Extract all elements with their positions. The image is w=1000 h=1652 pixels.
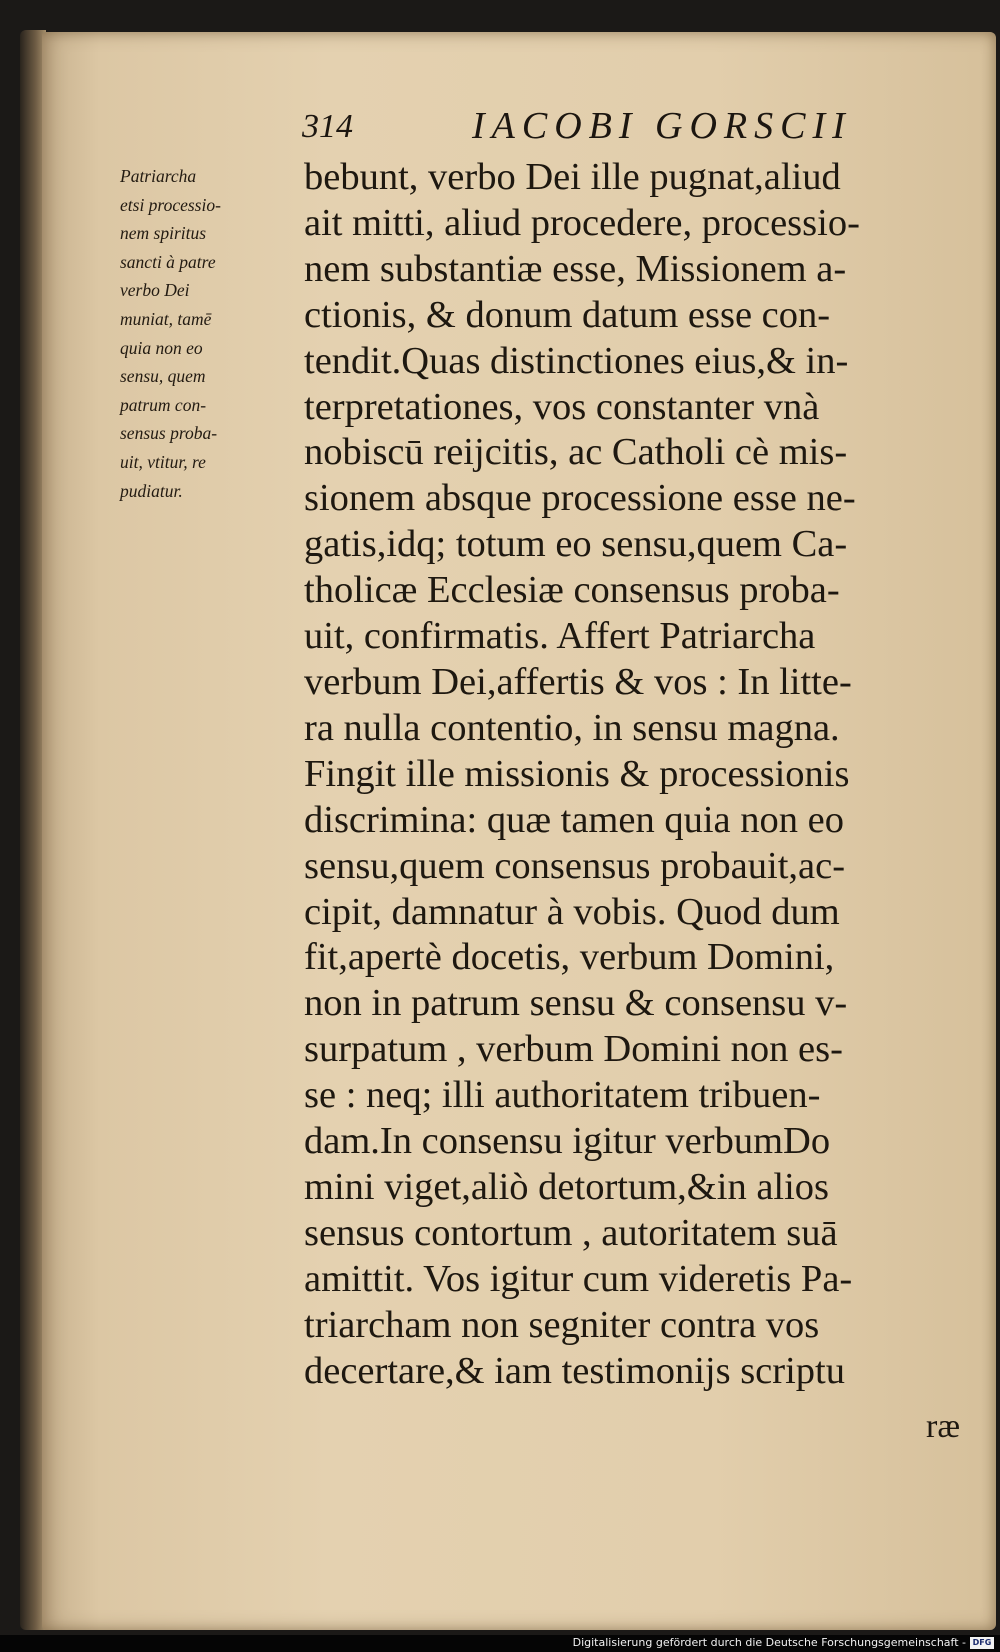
text-line: Fingit ille missionis & processionis xyxy=(304,752,850,795)
marginal-line: etsi processio- xyxy=(120,194,221,215)
text-line: mini viget,aliò detortum,&in alios xyxy=(304,1165,830,1208)
text-line: se : neq; illi authoritatem tribuen- xyxy=(304,1074,821,1117)
text-line: discrimina: quæ tamen quia non eo xyxy=(304,798,844,841)
marginal-line: pudiatur. xyxy=(120,480,183,501)
marginal-line: sancti à patre xyxy=(120,251,216,272)
text-line: sensu,quem consensus probauit,ac- xyxy=(304,844,846,887)
text-line: nem substantiæ esse, Missionem a- xyxy=(304,247,847,290)
text-line: ra nulla contentio, in sensu magna. xyxy=(304,706,840,749)
text-line: ait mitti, aliud procedere, processio- xyxy=(304,201,860,244)
text-line: dam.In consensu igitur verbumDo xyxy=(304,1120,831,1163)
marginal-line: uit, vtitur, re xyxy=(120,451,206,472)
marginal-line: patrum con- xyxy=(120,394,207,415)
text-line: decertare,& iam testimonijs scriptu xyxy=(304,1349,845,1392)
running-title: IACOBI GORSCII xyxy=(472,105,852,147)
footer-credit: Digitalisierung gefördert durch die Deutsche Forschungsgemeinschaft - xyxy=(572,1636,966,1649)
marginal-line: sensu, quem xyxy=(120,366,206,387)
text-line: terpretationes, vos constanter vnà xyxy=(304,385,820,428)
text-line: triarcham non segniter contra vos xyxy=(304,1303,820,1346)
main-text-block xyxy=(304,155,966,1394)
catchword: ræ xyxy=(926,1408,960,1445)
text-line: bebunt, verbo Dei ille pugnat,aliud xyxy=(304,156,841,198)
text-line: non in patrum sensu & consensu v- xyxy=(304,982,848,1025)
text-line: verbum Dei,affertis & vos : In litte- xyxy=(304,660,852,703)
text-line: sensus contortum , autoritatem suā xyxy=(304,1211,838,1254)
marginal-line: Patriarcha xyxy=(120,166,197,186)
text-line: gatis,idq; totum eo sensu,quem Ca- xyxy=(304,523,848,566)
marginal-line: sensus proba- xyxy=(120,423,218,444)
marginal-note xyxy=(120,162,305,505)
text-line: amittit. Vos igitur cum videretis Pa- xyxy=(304,1257,853,1300)
text-line: ctionis, & donum datum esse con- xyxy=(304,293,831,336)
text-line: fit,apertè docetis, verbum Domini, xyxy=(304,936,835,979)
marginal-line: quia non eo xyxy=(120,337,203,358)
page-header xyxy=(300,104,900,154)
text-line: cipit, damnatur à vobis. Quod dum xyxy=(304,890,840,933)
marginal-line: muniat, tamē xyxy=(120,308,212,329)
dfg-logo: DFG xyxy=(970,1637,994,1649)
text-line: tholicæ Ecclesiæ consensus proba- xyxy=(304,569,840,612)
text-line: uit, confirmatis. Affert Patriarcha xyxy=(304,615,816,658)
marginal-line: verbo Dei xyxy=(120,280,190,301)
marginal-line: nem spiritus xyxy=(120,223,207,244)
digitization-footer xyxy=(0,1635,1000,1652)
page-number: 314 xyxy=(302,108,353,145)
text-line: surpatum , verbum Domini non es- xyxy=(304,1028,843,1071)
text-line: nobiscū reijcitis, ac Catholi cè mis- xyxy=(304,431,848,474)
text-line: tendit.Quas distinctiones eius,& in- xyxy=(304,339,849,382)
text-line: sionem absque processione esse ne- xyxy=(304,477,856,520)
